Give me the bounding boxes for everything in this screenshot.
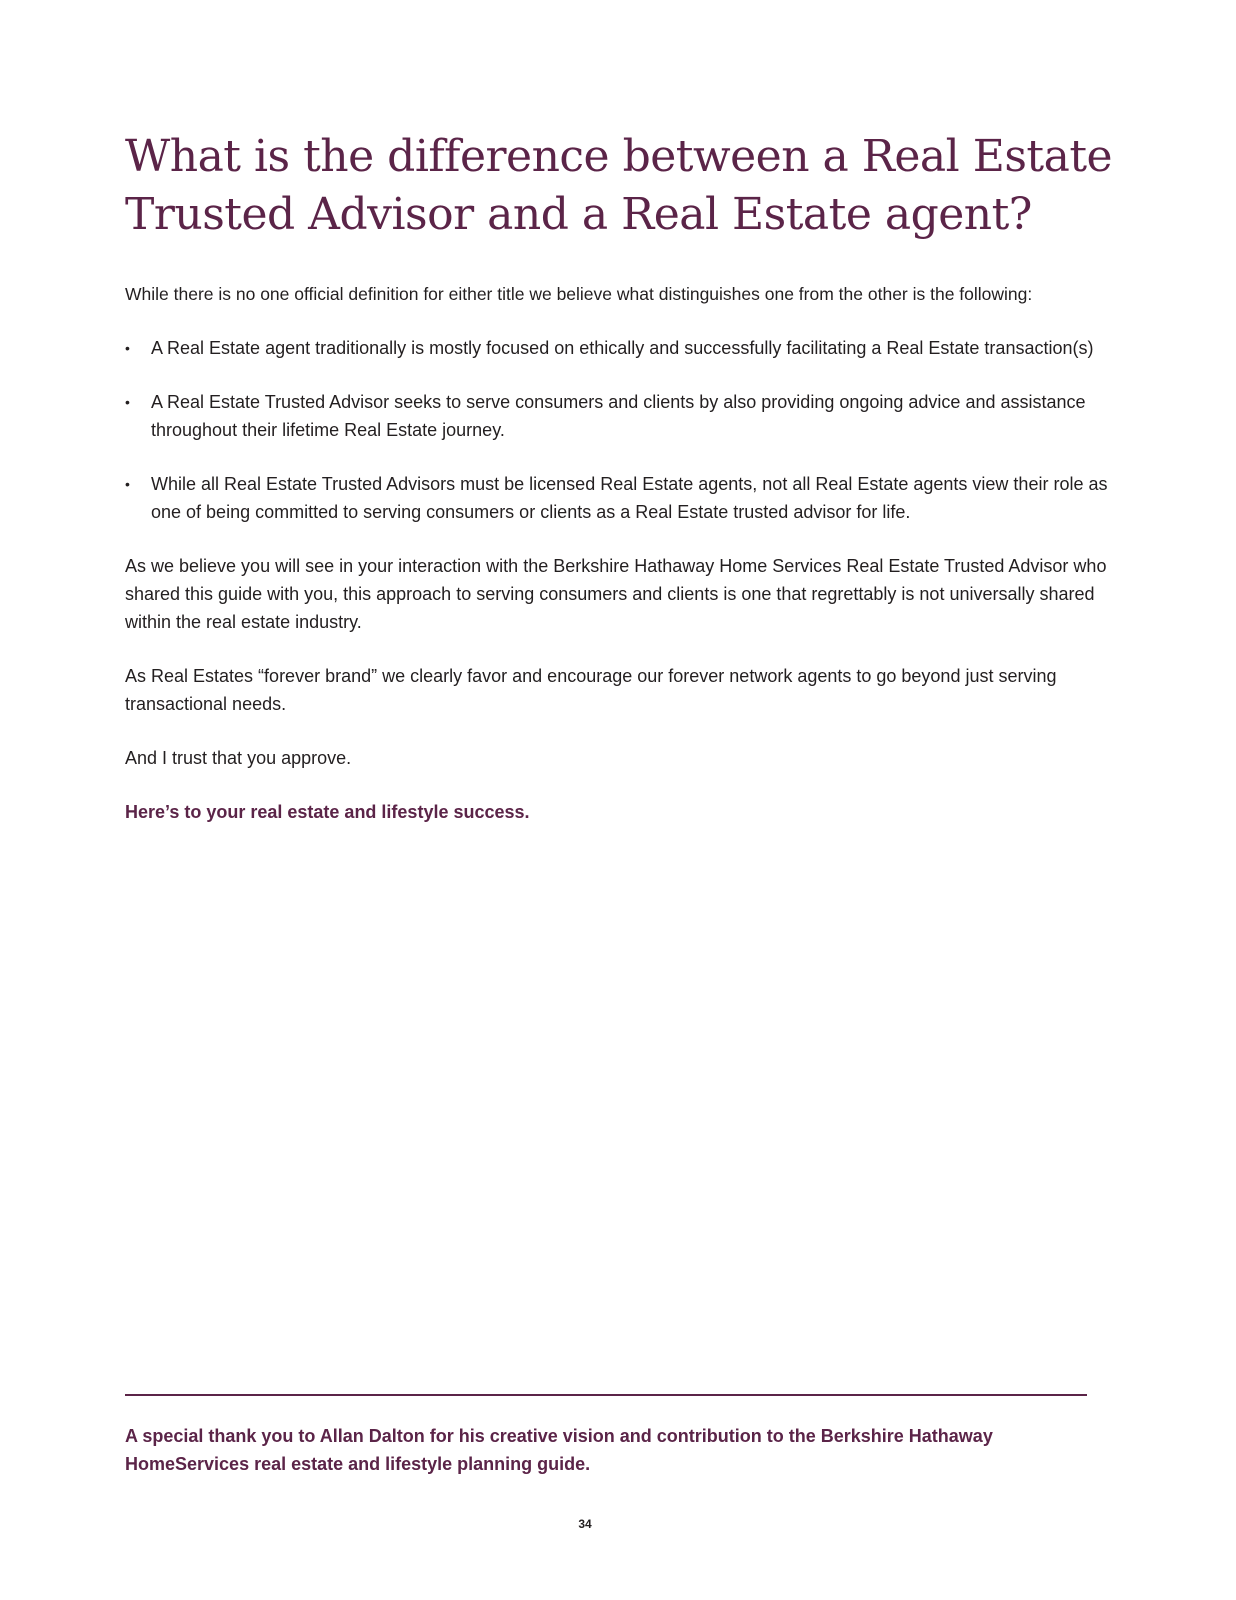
page-title-line-2: Trusted Advisor and a Real Estate agent? <box>125 189 1032 240</box>
footer-divider <box>125 1394 1087 1396</box>
body-paragraph: As we believe you will see in your interaction with the Berkshire Hathaway Home Services Real Estate Trusted Advisor who shared this guide with you, this approach to serving consumers and clients is one that regrettably is not universally shared within the real estate industry. <box>125 556 1107 632</box>
list-item-text: While all Real Estate Trusted Advisors must be licensed Real Estate agents, not all Real Estate agents view their role as one of being committed to serving consumers or clients as a Real Estate trusted advisor for life. <box>151 474 1108 522</box>
acknowledgement-note: A special thank you to Allan Dalton for his creative vision and contribution to the Berkshire Hathaway HomeServices real estate and lifestyle planning guide. <box>125 1426 993 1474</box>
list-item-text: A Real Estate Trusted Advisor seeks to serve consumers and clients by also providing ongoing advice and assistance throughout their lifetime Real Estate journey. <box>151 392 1086 440</box>
closing-line: Here’s to your real estate and lifestyle success. <box>125 802 530 822</box>
list-item <box>125 388 1115 444</box>
page-number: 34 <box>578 1517 592 1531</box>
body-paragraph: And I trust that you approve. <box>125 748 352 768</box>
list-item-text: A Real Estate agent traditionally is mostly focused on ethically and successfully facilitating a Real Estate transaction(s) <box>151 338 1094 358</box>
bullet-icon: • <box>125 394 130 410</box>
intro-paragraph: While there is no one official definition for either title we believe what distinguishes one from the other is the following: <box>125 284 1033 304</box>
bullet-list <box>125 334 1115 526</box>
bullet-icon: • <box>125 476 130 492</box>
body-paragraph: As Real Estates “forever brand” we clearly favor and encourage our forever network agents to go beyond just serving transactional needs. <box>125 666 1057 714</box>
list-item <box>125 470 1115 526</box>
page-title <box>125 128 1125 244</box>
list-item <box>125 334 1115 362</box>
page-title-line-1: What is the difference between a Real Estate <box>125 131 1113 182</box>
bullet-icon: • <box>125 340 130 356</box>
body-content <box>125 280 1115 852</box>
